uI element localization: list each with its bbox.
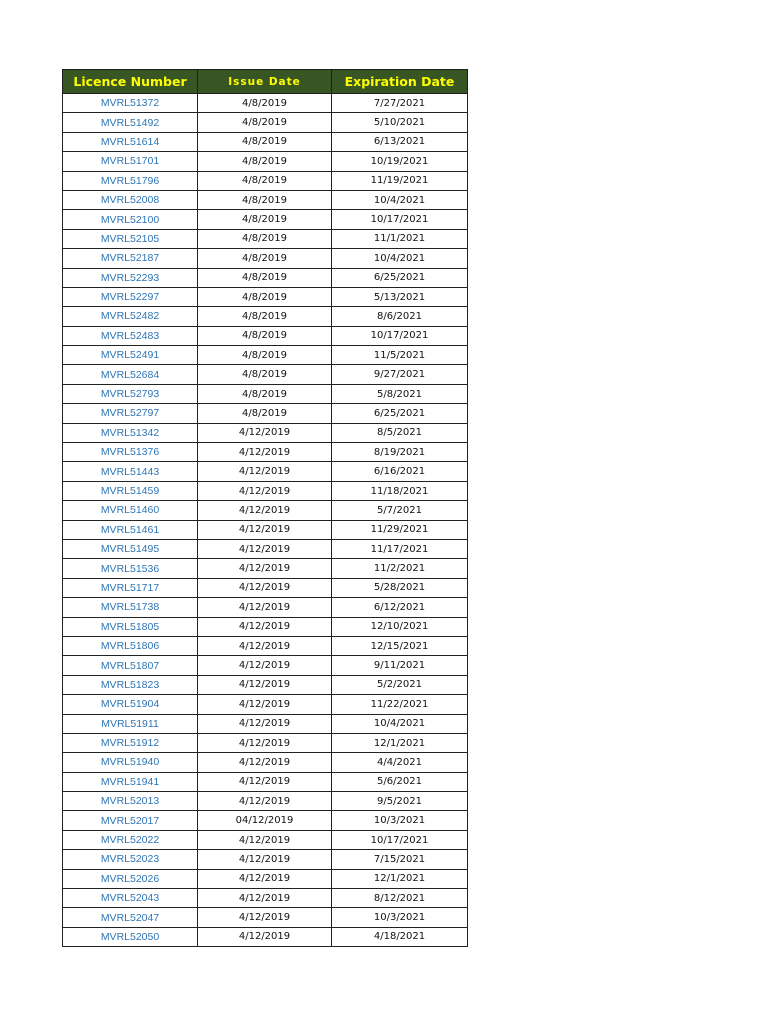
issue-date-cell: 4/12/2019 bbox=[198, 695, 332, 714]
table-row bbox=[63, 520, 468, 539]
header-row bbox=[63, 70, 468, 94]
header-issue-date: Issue Date bbox=[198, 70, 332, 94]
table-row bbox=[63, 617, 468, 636]
table-row bbox=[63, 268, 468, 287]
licence-number-cell: MVRL52684 bbox=[63, 365, 198, 384]
issue-date-cell: 4/8/2019 bbox=[198, 307, 332, 326]
expiration-date-cell: 12/1/2021 bbox=[332, 869, 468, 888]
expiration-date-cell: 10/3/2021 bbox=[332, 811, 468, 830]
licence-number-cell: MVRL52797 bbox=[63, 404, 198, 423]
expiration-date-cell: 5/8/2021 bbox=[332, 384, 468, 403]
table-row bbox=[63, 927, 468, 946]
table-row bbox=[63, 889, 468, 908]
licence-number-cell: MVRL52491 bbox=[63, 346, 198, 365]
table-row bbox=[63, 559, 468, 578]
table-row bbox=[63, 423, 468, 442]
table-row bbox=[63, 714, 468, 733]
licence-number-cell: MVRL52043 bbox=[63, 889, 198, 908]
licence-number-cell: MVRL51614 bbox=[63, 132, 198, 151]
expiration-date-cell: 10/3/2021 bbox=[332, 908, 468, 927]
table-row bbox=[63, 578, 468, 597]
licence-number-cell: MVRL52483 bbox=[63, 326, 198, 345]
issue-date-cell: 4/12/2019 bbox=[198, 714, 332, 733]
table-row bbox=[63, 190, 468, 209]
licence-number-cell: MVRL51805 bbox=[63, 617, 198, 636]
table-row bbox=[63, 210, 468, 229]
header-licence-number: Licence Number bbox=[63, 70, 198, 94]
table-row bbox=[63, 152, 468, 171]
issue-date-cell: 4/8/2019 bbox=[198, 384, 332, 403]
licence-number-cell: MVRL51372 bbox=[63, 94, 198, 113]
table-row bbox=[63, 132, 468, 151]
table-row bbox=[63, 850, 468, 869]
table-row bbox=[63, 171, 468, 190]
table-row bbox=[63, 249, 468, 268]
expiration-date-cell: 9/11/2021 bbox=[332, 656, 468, 675]
licence-number-cell: MVRL51911 bbox=[63, 714, 198, 733]
licence-number-cell: MVRL51912 bbox=[63, 733, 198, 752]
expiration-date-cell: 6/13/2021 bbox=[332, 132, 468, 151]
expiration-date-cell: 9/27/2021 bbox=[332, 365, 468, 384]
issue-date-cell: 4/12/2019 bbox=[198, 578, 332, 597]
issue-date-cell: 4/8/2019 bbox=[198, 152, 332, 171]
header-expiration-date: Expiration Date bbox=[332, 70, 468, 94]
expiration-date-cell: 12/1/2021 bbox=[332, 733, 468, 752]
issue-date-cell: 4/12/2019 bbox=[198, 462, 332, 481]
table-body bbox=[63, 94, 468, 947]
licence-number-cell: MVRL52482 bbox=[63, 307, 198, 326]
licence-number-cell: MVRL52105 bbox=[63, 229, 198, 248]
issue-date-cell: 4/12/2019 bbox=[198, 656, 332, 675]
expiration-date-cell: 5/6/2021 bbox=[332, 772, 468, 791]
issue-date-cell: 4/12/2019 bbox=[198, 559, 332, 578]
issue-date-cell: 4/8/2019 bbox=[198, 210, 332, 229]
issue-date-cell: 4/8/2019 bbox=[198, 346, 332, 365]
issue-date-cell: 4/12/2019 bbox=[198, 772, 332, 791]
licence-number-cell: MVRL51806 bbox=[63, 636, 198, 655]
table-row bbox=[63, 656, 468, 675]
issue-date-cell: 4/8/2019 bbox=[198, 113, 332, 132]
expiration-date-cell: 10/4/2021 bbox=[332, 190, 468, 209]
table-row bbox=[63, 539, 468, 558]
table-row bbox=[63, 733, 468, 752]
expiration-date-cell: 6/16/2021 bbox=[332, 462, 468, 481]
expiration-date-cell: 5/10/2021 bbox=[332, 113, 468, 132]
issue-date-cell: 4/12/2019 bbox=[198, 520, 332, 539]
expiration-date-cell: 8/6/2021 bbox=[332, 307, 468, 326]
licence-number-cell: MVRL51342 bbox=[63, 423, 198, 442]
expiration-date-cell: 6/12/2021 bbox=[332, 598, 468, 617]
licence-number-cell: MVRL52793 bbox=[63, 384, 198, 403]
table-row bbox=[63, 365, 468, 384]
table-row bbox=[63, 94, 468, 113]
table-row bbox=[63, 462, 468, 481]
licence-number-cell: MVRL52022 bbox=[63, 830, 198, 849]
expiration-date-cell: 5/13/2021 bbox=[332, 287, 468, 306]
licence-number-cell: MVRL52187 bbox=[63, 249, 198, 268]
issue-date-cell: 4/8/2019 bbox=[198, 249, 332, 268]
table-row bbox=[63, 830, 468, 849]
licence-number-cell: MVRL52023 bbox=[63, 850, 198, 869]
issue-date-cell: 4/12/2019 bbox=[198, 869, 332, 888]
licence-number-cell: MVRL51717 bbox=[63, 578, 198, 597]
issue-date-cell: 4/12/2019 bbox=[198, 850, 332, 869]
table-row bbox=[63, 346, 468, 365]
issue-date-cell: 4/12/2019 bbox=[198, 423, 332, 442]
issue-date-cell: 4/8/2019 bbox=[198, 365, 332, 384]
licence-number-cell: MVRL52026 bbox=[63, 869, 198, 888]
licence-number-cell: MVRL51460 bbox=[63, 501, 198, 520]
expiration-date-cell: 8/12/2021 bbox=[332, 889, 468, 908]
expiration-date-cell: 7/15/2021 bbox=[332, 850, 468, 869]
issue-date-cell: 4/8/2019 bbox=[198, 190, 332, 209]
expiration-date-cell: 10/17/2021 bbox=[332, 326, 468, 345]
table-row bbox=[63, 695, 468, 714]
table-row bbox=[63, 326, 468, 345]
licence-number-cell: MVRL51940 bbox=[63, 753, 198, 772]
table-row bbox=[63, 636, 468, 655]
licence-number-cell: MVRL51536 bbox=[63, 559, 198, 578]
expiration-date-cell: 10/17/2021 bbox=[332, 210, 468, 229]
expiration-date-cell: 11/5/2021 bbox=[332, 346, 468, 365]
licence-number-cell: MVRL51941 bbox=[63, 772, 198, 791]
issue-date-cell: 4/12/2019 bbox=[198, 908, 332, 927]
issue-date-cell: 4/8/2019 bbox=[198, 132, 332, 151]
expiration-date-cell: 11/19/2021 bbox=[332, 171, 468, 190]
licence-number-cell: MVRL52297 bbox=[63, 287, 198, 306]
expiration-date-cell: 4/4/2021 bbox=[332, 753, 468, 772]
licence-number-cell: MVRL52047 bbox=[63, 908, 198, 927]
table-row bbox=[63, 598, 468, 617]
table-row bbox=[63, 811, 468, 830]
table-row bbox=[63, 481, 468, 500]
licence-number-cell: MVRL52013 bbox=[63, 792, 198, 811]
licence-number-cell: MVRL51807 bbox=[63, 656, 198, 675]
expiration-date-cell: 5/7/2021 bbox=[332, 501, 468, 520]
issue-date-cell: 4/12/2019 bbox=[198, 539, 332, 558]
expiration-date-cell: 11/1/2021 bbox=[332, 229, 468, 248]
expiration-date-cell: 5/28/2021 bbox=[332, 578, 468, 597]
issue-date-cell: 4/8/2019 bbox=[198, 404, 332, 423]
licence-number-cell: MVRL52017 bbox=[63, 811, 198, 830]
licence-number-cell: MVRL52100 bbox=[63, 210, 198, 229]
expiration-date-cell: 11/29/2021 bbox=[332, 520, 468, 539]
table-row bbox=[63, 384, 468, 403]
licence-number-cell: MVRL51492 bbox=[63, 113, 198, 132]
issue-date-cell: 4/8/2019 bbox=[198, 287, 332, 306]
expiration-date-cell: 6/25/2021 bbox=[332, 404, 468, 423]
issue-date-cell: 4/12/2019 bbox=[198, 927, 332, 946]
issue-date-cell: 4/8/2019 bbox=[198, 94, 332, 113]
issue-date-cell: 4/12/2019 bbox=[198, 443, 332, 462]
issue-date-cell: 4/12/2019 bbox=[198, 501, 332, 520]
issue-date-cell: 4/12/2019 bbox=[198, 733, 332, 752]
issue-date-cell: 4/8/2019 bbox=[198, 171, 332, 190]
expiration-date-cell: 9/5/2021 bbox=[332, 792, 468, 811]
licence-number-cell: MVRL51701 bbox=[63, 152, 198, 171]
licence-number-cell: MVRL52050 bbox=[63, 927, 198, 946]
expiration-date-cell: 12/10/2021 bbox=[332, 617, 468, 636]
issue-date-cell: 04/12/2019 bbox=[198, 811, 332, 830]
licence-number-cell: MVRL51459 bbox=[63, 481, 198, 500]
table-row bbox=[63, 501, 468, 520]
expiration-date-cell: 10/4/2021 bbox=[332, 714, 468, 733]
expiration-date-cell: 5/2/2021 bbox=[332, 675, 468, 694]
issue-date-cell: 4/12/2019 bbox=[198, 753, 332, 772]
licence-number-cell: MVRL51904 bbox=[63, 695, 198, 714]
licence-table bbox=[62, 69, 468, 947]
issue-date-cell: 4/12/2019 bbox=[198, 792, 332, 811]
table-row bbox=[63, 675, 468, 694]
licence-number-cell: MVRL51461 bbox=[63, 520, 198, 539]
table-row bbox=[63, 792, 468, 811]
expiration-date-cell: 11/22/2021 bbox=[332, 695, 468, 714]
table-row bbox=[63, 229, 468, 248]
table-row bbox=[63, 307, 468, 326]
issue-date-cell: 4/8/2019 bbox=[198, 326, 332, 345]
licence-number-cell: MVRL51495 bbox=[63, 539, 198, 558]
expiration-date-cell: 10/4/2021 bbox=[332, 249, 468, 268]
table-row bbox=[63, 113, 468, 132]
issue-date-cell: 4/8/2019 bbox=[198, 268, 332, 287]
table-row bbox=[63, 772, 468, 791]
table-row bbox=[63, 869, 468, 888]
issue-date-cell: 4/12/2019 bbox=[198, 889, 332, 908]
issue-date-cell: 4/12/2019 bbox=[198, 675, 332, 694]
licence-number-cell: MVRL51738 bbox=[63, 598, 198, 617]
issue-date-cell: 4/12/2019 bbox=[198, 598, 332, 617]
table-row bbox=[63, 908, 468, 927]
expiration-date-cell: 11/2/2021 bbox=[332, 559, 468, 578]
issue-date-cell: 4/12/2019 bbox=[198, 617, 332, 636]
expiration-date-cell: 7/27/2021 bbox=[332, 94, 468, 113]
issue-date-cell: 4/8/2019 bbox=[198, 229, 332, 248]
expiration-date-cell: 11/17/2021 bbox=[332, 539, 468, 558]
expiration-date-cell: 10/19/2021 bbox=[332, 152, 468, 171]
expiration-date-cell: 12/15/2021 bbox=[332, 636, 468, 655]
licence-number-cell: MVRL52293 bbox=[63, 268, 198, 287]
licence-number-cell: MVRL51443 bbox=[63, 462, 198, 481]
licence-number-cell: MVRL52008 bbox=[63, 190, 198, 209]
issue-date-cell: 4/12/2019 bbox=[198, 830, 332, 849]
expiration-date-cell: 6/25/2021 bbox=[332, 268, 468, 287]
licence-number-cell: MVRL51376 bbox=[63, 443, 198, 462]
issue-date-cell: 4/12/2019 bbox=[198, 636, 332, 655]
licence-number-cell: MVRL51823 bbox=[63, 675, 198, 694]
table-row bbox=[63, 753, 468, 772]
table-row bbox=[63, 287, 468, 306]
expiration-date-cell: 11/18/2021 bbox=[332, 481, 468, 500]
expiration-date-cell: 8/19/2021 bbox=[332, 443, 468, 462]
licence-number-cell: MVRL51796 bbox=[63, 171, 198, 190]
table-row bbox=[63, 443, 468, 462]
expiration-date-cell: 10/17/2021 bbox=[332, 830, 468, 849]
expiration-date-cell: 4/18/2021 bbox=[332, 927, 468, 946]
table-row bbox=[63, 404, 468, 423]
expiration-date-cell: 8/5/2021 bbox=[332, 423, 468, 442]
issue-date-cell: 4/12/2019 bbox=[198, 481, 332, 500]
